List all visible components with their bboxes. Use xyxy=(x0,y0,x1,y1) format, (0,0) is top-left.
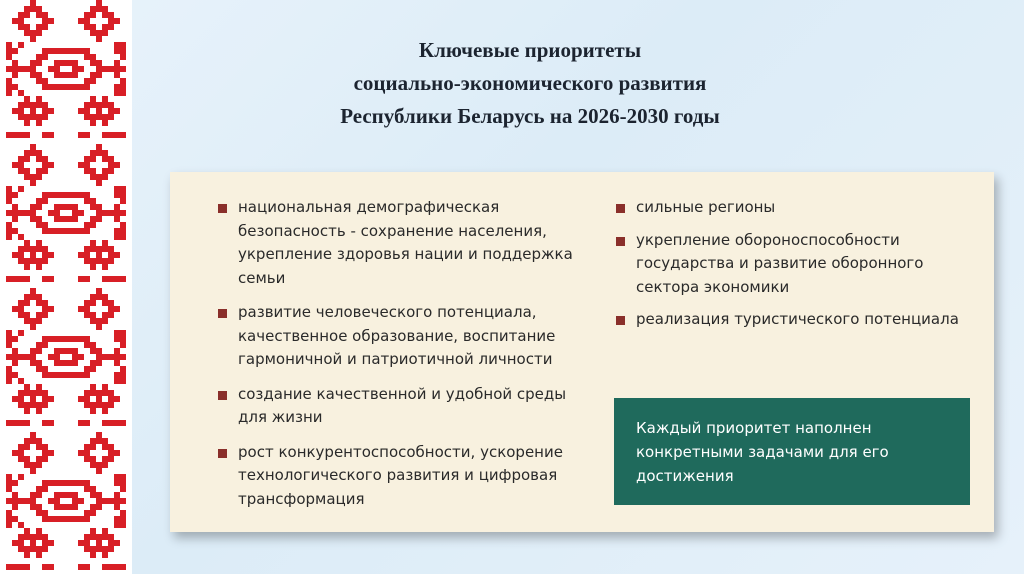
list-item-text: укрепление обороноспособности государства и развитие оборонного сектора экономики xyxy=(636,230,924,296)
title-line-3: Республики Беларусь на 2026-2030 годы xyxy=(340,104,720,128)
list-item xyxy=(216,196,586,290)
list-item xyxy=(216,441,586,512)
list-item-text: национальная демографическая безопасность - сохранение населения, укрепление здоровья нации и поддержка семьи xyxy=(238,198,573,287)
list-item xyxy=(216,383,586,430)
list-item xyxy=(614,229,964,300)
list-item-text: создание качественной и удобной среды для жизни xyxy=(238,384,567,426)
priorities-card xyxy=(170,172,994,532)
title-line-2: социально-экономического развития xyxy=(353,71,707,95)
ornament-pattern-image xyxy=(0,0,132,574)
belarusian-ornament xyxy=(0,0,132,574)
square-bullet-icon xyxy=(218,204,227,213)
right-priority-list xyxy=(614,196,964,341)
square-bullet-icon xyxy=(616,204,625,213)
list-item-text: рост конкурентоспособности, ускорение технологического развития и цифровая трансформация xyxy=(238,442,563,508)
list-item xyxy=(614,196,964,220)
square-bullet-icon xyxy=(218,391,227,400)
square-bullet-icon xyxy=(616,237,625,246)
list-item-text: сильные регионы xyxy=(636,198,776,216)
title-line-1: Ключевые приоритеты xyxy=(418,38,642,62)
list-item xyxy=(216,301,586,372)
page-title xyxy=(180,34,880,133)
square-bullet-icon xyxy=(616,316,625,325)
callout-box xyxy=(614,398,970,505)
square-bullet-icon xyxy=(218,449,227,458)
list-item xyxy=(614,308,964,332)
list-item-text: реализация туристического потенциала xyxy=(636,310,959,328)
square-bullet-icon xyxy=(218,309,227,318)
callout-text: Каждый приоритет наполнен конкретными задачами для его достижения xyxy=(636,419,889,485)
list-item-text: развитие человеческого потенциала, качественное образование, воспитание гармоничной и патриотичной личности xyxy=(238,303,556,368)
left-priority-list xyxy=(216,196,586,522)
